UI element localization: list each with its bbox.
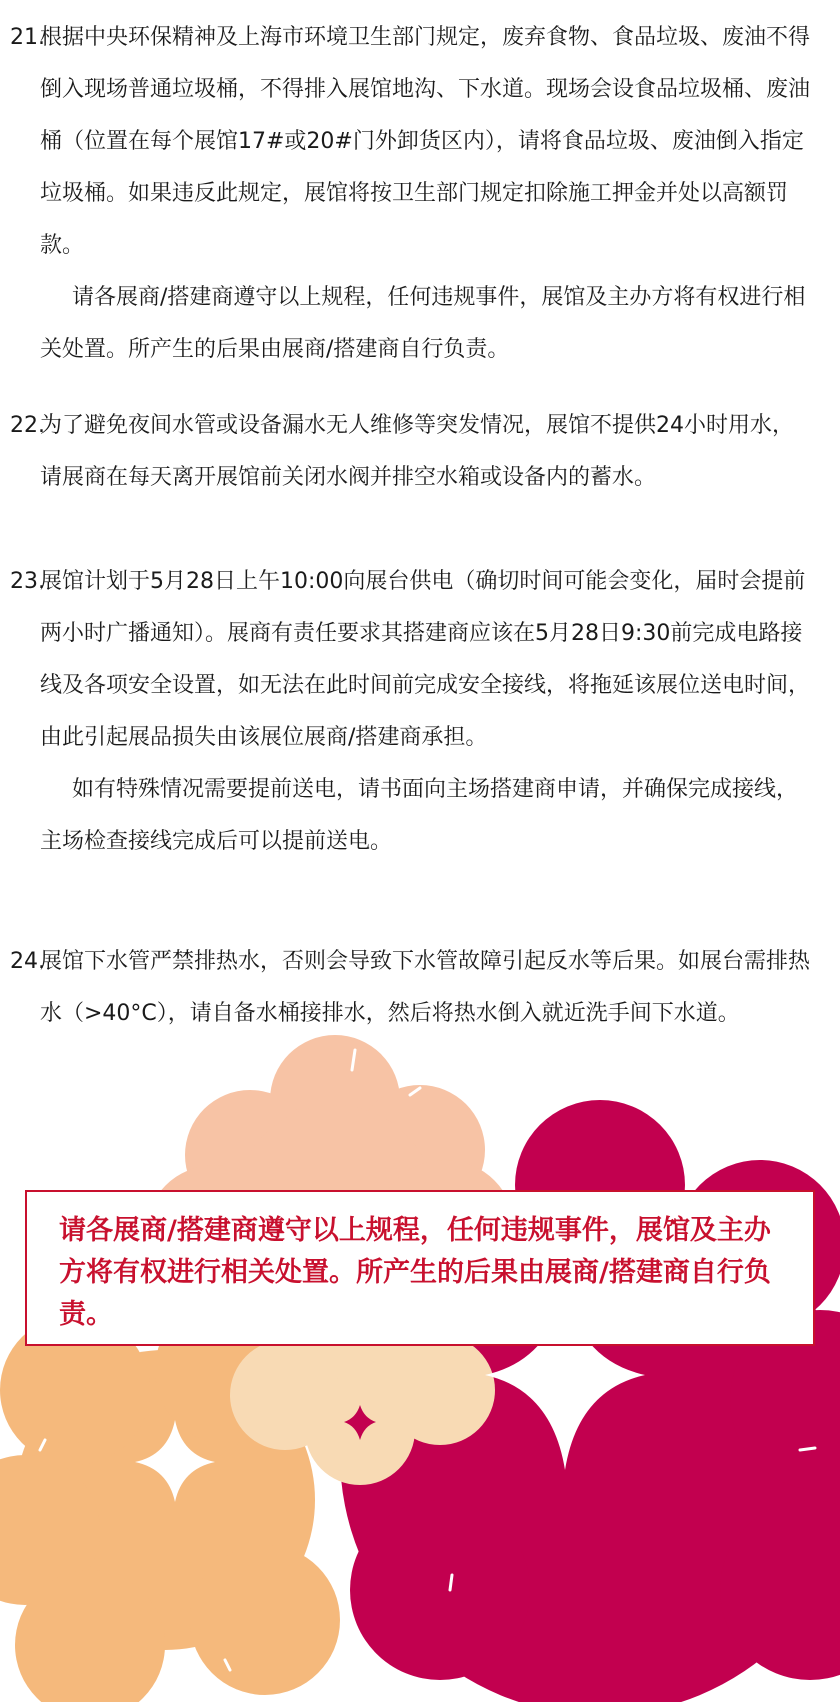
notice-text: 请各展商/搭建商遵守以上规程，任何违规事件，展馆及主办方将有权进行相关处置。所产生的后果由展商/搭建商自行负责。: [59, 1215, 771, 1330]
warning-notice-box: [25, 1190, 815, 1346]
rule-paragraph: 展馆计划于5月28日上午10:00向展台供电（确切时间可能会变化，届时会提前两小时广播通知）。展商有责任要求其搭建商应该在5月28日9:30前完成电路接线及各项安全设置，如无法在此时间前完成安全接线，将拖延该展位送电时间，由此引起展品损失由该展位展商/搭建商承担。: [40, 569, 811, 750]
rule-item-21: [10, 12, 810, 376]
rule-item-23: [10, 556, 810, 868]
rule-number: 21.: [10, 25, 45, 50]
decorative-flowers: [0, 1030, 840, 1702]
rule-number: 22.: [10, 413, 45, 438]
rule-number: 24.: [10, 949, 45, 974]
rule-item-24: [10, 936, 810, 1040]
rule-paragraph: 请各展商/搭建商遵守以上规程，任何违规事件，展馆及主办方将有权进行相关处置。所产生的后果由展商/搭建商自行负责。: [40, 285, 806, 362]
rule-paragraph: 如有特殊情况需要提前送电，请书面向主场搭建商申请，并确保完成接线，主场检查接线完成后可以提前送电。: [40, 777, 799, 854]
rule-paragraph: 为了避免夜间水管或设备漏水无人维修等突发情况，展馆不提供24小时用水，请展商在每天离开展馆前关闭水阀并排空水箱或设备内的蓄水。: [40, 413, 794, 490]
rule-paragraph: 展馆下水管严禁排热水，否则会导致下水管故障引起反水等后果。如展台需排热水（>40°C），请自备水桶接排水，然后将热水倒入就近洗手间下水道。: [40, 949, 811, 1026]
rule-item-22: [10, 400, 810, 504]
rule-paragraph: 根据中央环保精神及上海市环境卫生部门规定，废弃食物、食品垃圾、废油不得倒入现场普通垃圾桶，不得排入展馆地沟、下水道。现场会设食品垃圾桶、废油桶（位置在每个展馆17#或20#门外卸货区内），请将食品垃圾、废油倒入指定垃圾桶。如果违反此规定，展馆将按卫生部门规定扣除施工押金并处以高额罚款。: [40, 25, 811, 258]
rule-number: 23.: [10, 569, 45, 594]
